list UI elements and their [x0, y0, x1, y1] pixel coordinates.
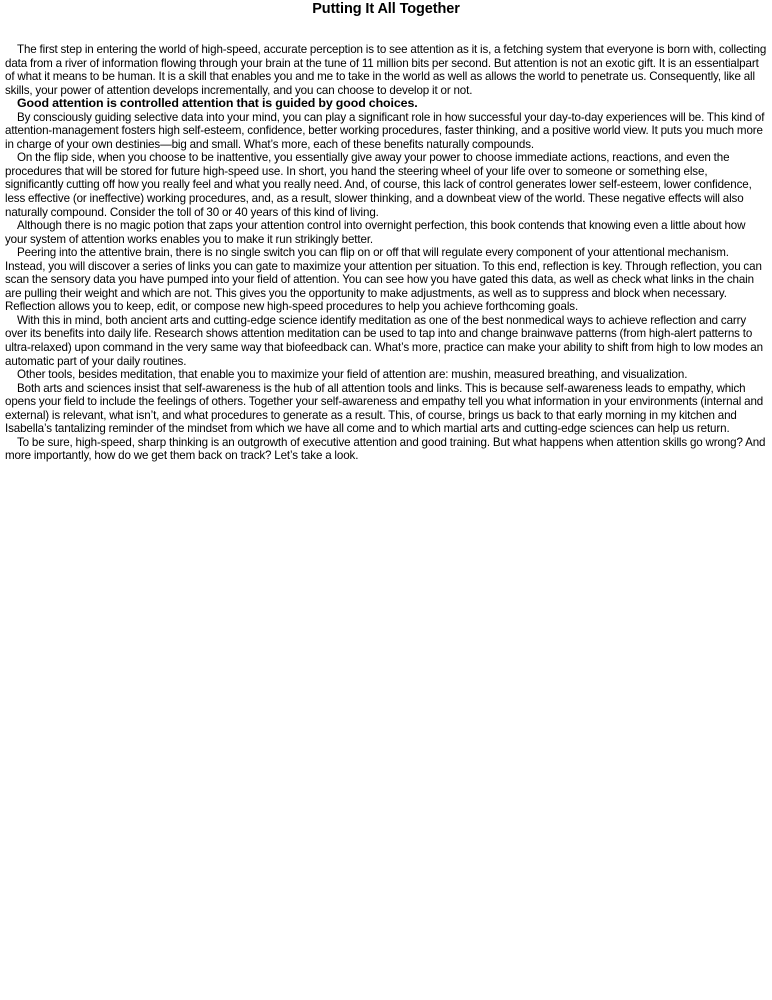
- paragraph-3: By consciously guiding selective data into your mind, you can play a significant role in how successful your day-to-day experiences will be. This kind of attention-management fosters high self-esteem, confidence, better working procedures, faster thinking, and a positive world view. It puts you much more in charge of your own destinies—big and small. What’s more, each of these benefits naturally compounds.: [5, 110, 765, 151]
- paragraph-8: Other tools, besides meditation, that enable you to maximize your field of attention are: mushin, measured breathing, and visualization.: [17, 368, 688, 382]
- paragraph-4: On the flip side, when you choose to be inattentive, you essentially give away your power to choose immediate actions, reactions, and even the procedures that will be stored for future high-speed use. In short, you hand the steering wheel of your life over to someone or something else, significantly cutting off how you really feel and what you really need. And, of course, this lack of control generates lower self-esteem, lower confidence, less effective (or ineffective) working procedures, and, as a result, slower thinking, and a downbeat view of the world. These negative effects will also naturally compound. Consider the toll of 30 or 40 years of this kind of living.: [5, 151, 752, 219]
- document-page: [5, 0, 767, 463]
- body-text: [5, 43, 767, 463]
- paragraph-10: To be sure, high-speed, sharp thinking is an outgrowth of executive attention and good training. But what happens when attention skills go wrong? And more importantly, how do we get them back on track? Let’s take a look.: [5, 435, 766, 463]
- paragraph-9: Both arts and sciences insist that self-awareness is the hub of all attention tools and links. This is because self-awareness leads to empathy, which opens your field to include the feelings of others. Together your self-awareness and empathy tell you what information in your environments (internal and external) is relevant, what isn’t, and what procedures to generate as a result. This, of course, brings us back to that early morning in my kitchen and Isabella’s tantalizing reminder of the mindset from which we have all come and to which martial arts and cutting-edge sciences can help us return.: [5, 381, 764, 436]
- paragraph-5: Although there is no magic potion that zaps your attention control into overnight perfection, this book contends that knowing even a little about how your system of attention works enables you to make it run strikingly better.: [5, 219, 746, 246]
- paragraph-6: Peering into the attentive brain, there is no single switch you can flip on or off that will regulate every component of your attentional mechanism. Instead, you will discover a series of links you can gate to maximize your attention per situation. To this end, reflection is key. Through reflection, you can scan the sensory data you have pumped into your field of attention. You can see how you have gated this data, as well as check what links in the chain are pulling their weight and which are not. This gives you the opportunity to make adjustments, as well as to suppress and block when necessary. Reflection allows you to keep, edit, or compose new high-speed procedures to help you achieve forthcoming goals.: [5, 246, 762, 314]
- paragraph-7: With this in mind, both ancient arts and cutting-edge science identify meditation as one of the best nonmedical ways to achieve reflection and carry over its benefits into daily life. Research shows attention meditation can be used to tap into and change brainwave patterns (from high-alert patterns to ultra-relaxed) upon command in the very same way that biofeedback can. What’s more, practice can make your ability to shift from high to low modes an automatic part of your daily routines.: [5, 313, 763, 368]
- paragraph-2-emphasis: Good attention is controlled attention that is guided by good choices.: [17, 96, 418, 111]
- paragraph-1: The first step in entering the world of high-speed, accurate perception is to see attention as it is, a fetching system that everyone is born with, collecting data from a river of information flowing through your brain at the tune of 11 million bits per second. But attention is not an exotic gift. It is an essentialpart of what it means to be human. It is a skill that enables you and me to take in the world as well as allows the world to penetrate us. Consequently, like all skills, your power of attention develops incrementally, and you can choose to develop it or not.: [5, 43, 767, 97]
- page-title: Putting It All Together: [312, 1, 460, 17]
